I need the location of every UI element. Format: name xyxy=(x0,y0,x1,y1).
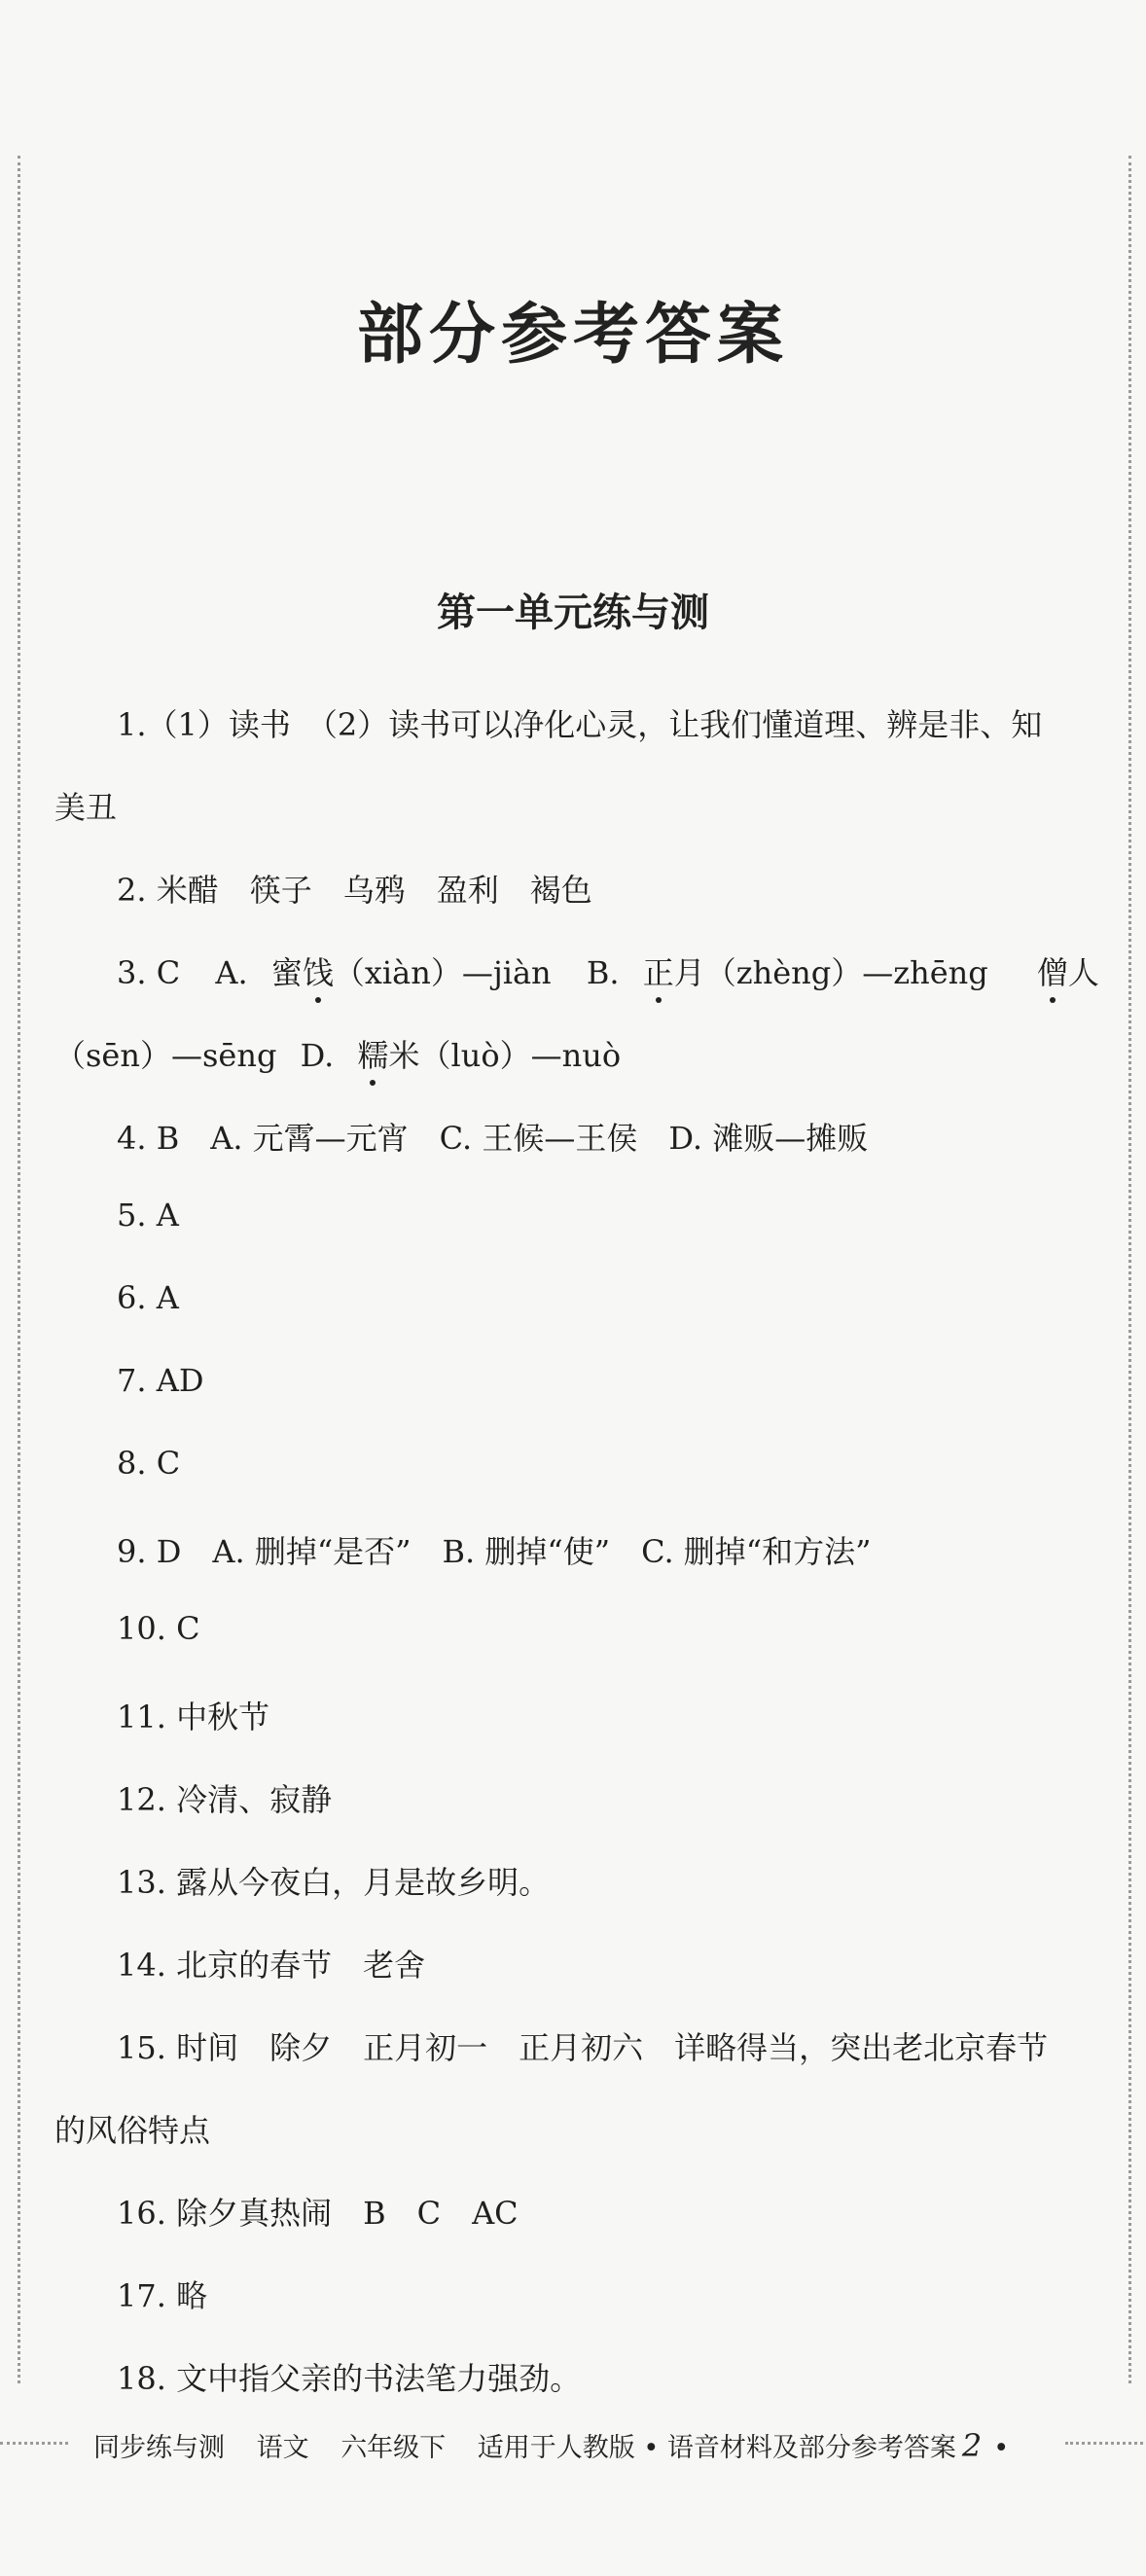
answer-1-line-1: 1.（1）读书 （2）读书可以净化心灵，让我们懂道理、辨是非、知 xyxy=(117,706,1043,743)
answer-15-line-1: 15. 时间 除夕 正月初一 正月初六 详略得当，突出老北京春节 xyxy=(117,2029,1049,2066)
option-c-dotted-char: 僧 xyxy=(1037,948,1068,993)
answer-15-line-2: 的风俗特点 xyxy=(54,2112,211,2149)
option-a-label: A. xyxy=(215,954,248,991)
page-number: 2 xyxy=(961,2427,983,2464)
option-c-pinyin: （sēn）—sēng xyxy=(54,1037,277,1074)
answer-12: 12. 冷清、寂静 xyxy=(117,1781,333,1818)
answer-6: 6. A xyxy=(117,1279,179,1316)
option-b-pinyin: 月（zhèng）—zhēng xyxy=(673,954,988,991)
page-footer xyxy=(0,2426,1146,2465)
option-b-dotted-char: 正 xyxy=(643,948,674,993)
answer-17: 17. 略 xyxy=(117,2277,208,2314)
unit-title: 第一单元练与测 xyxy=(437,590,709,635)
footer-text xyxy=(93,2426,1032,2464)
answer-18: 18. 文中指父亲的书法笔力强劲。 xyxy=(117,2360,582,2397)
answer-5: 5. A xyxy=(117,1197,179,1234)
right-dotted-border xyxy=(1128,156,1131,2383)
footer-book: 同步练与测 xyxy=(93,2433,225,2463)
answer-9: 9. D A. 删掉“是否” B. 删掉“使” C. 删掉“和方法” xyxy=(117,1533,872,1570)
answer-3-label: 3. C xyxy=(117,954,181,991)
option-d-label: D. xyxy=(300,1037,335,1074)
answer-14: 14. 北京的春节 老舍 xyxy=(117,1947,426,1984)
answer-10: 10. C xyxy=(117,1610,200,1647)
answer-13: 13. 露从今夜白，月是故乡明。 xyxy=(117,1864,551,1901)
answer-16: 16. 除夕真热闹 B C AC xyxy=(117,2195,519,2232)
footer-subject: 语文 xyxy=(256,2433,309,2463)
footer-bullet: • xyxy=(993,2433,1010,2463)
footer-dots-right xyxy=(1065,2442,1143,2445)
answer-8: 8. C xyxy=(117,1445,181,1482)
option-a-char: 蜜 xyxy=(270,954,303,991)
left-dotted-border xyxy=(18,156,20,2383)
answer-1-line-2: 美丑 xyxy=(54,789,118,826)
answer-11: 11. 中秋节 xyxy=(117,1699,270,1735)
page-title: 部分参考答案 xyxy=(356,296,789,374)
option-a-pinyin: （xiàn）—jiàn xyxy=(333,954,552,991)
option-d-pinyin: 米（luò）—nuò xyxy=(388,1037,622,1074)
footer-grade: 六年级下 xyxy=(340,2433,447,2463)
footer-edition: 适用于人教版 • 语音材料及部分参考答案 xyxy=(477,2433,956,2463)
option-b-label: B. xyxy=(586,954,620,991)
option-c-char: 人 xyxy=(1067,954,1099,991)
answer-3-line-1 xyxy=(117,948,1099,993)
option-d-dotted-char: 糯 xyxy=(357,1031,388,1076)
answer-3-line-2 xyxy=(54,1031,621,1076)
answer-4: 4. B A. 元霄—元宵 C. 王候—王侯 D. 滩贩—摊贩 xyxy=(117,1120,869,1157)
answer-2: 2. 米醋 筷子 乌鸦 盈利 褐色 xyxy=(117,872,592,909)
answer-7: 7. AD xyxy=(117,1362,204,1399)
option-a-dotted-char: 饯 xyxy=(303,948,334,993)
footer-dots-left xyxy=(0,2442,68,2445)
